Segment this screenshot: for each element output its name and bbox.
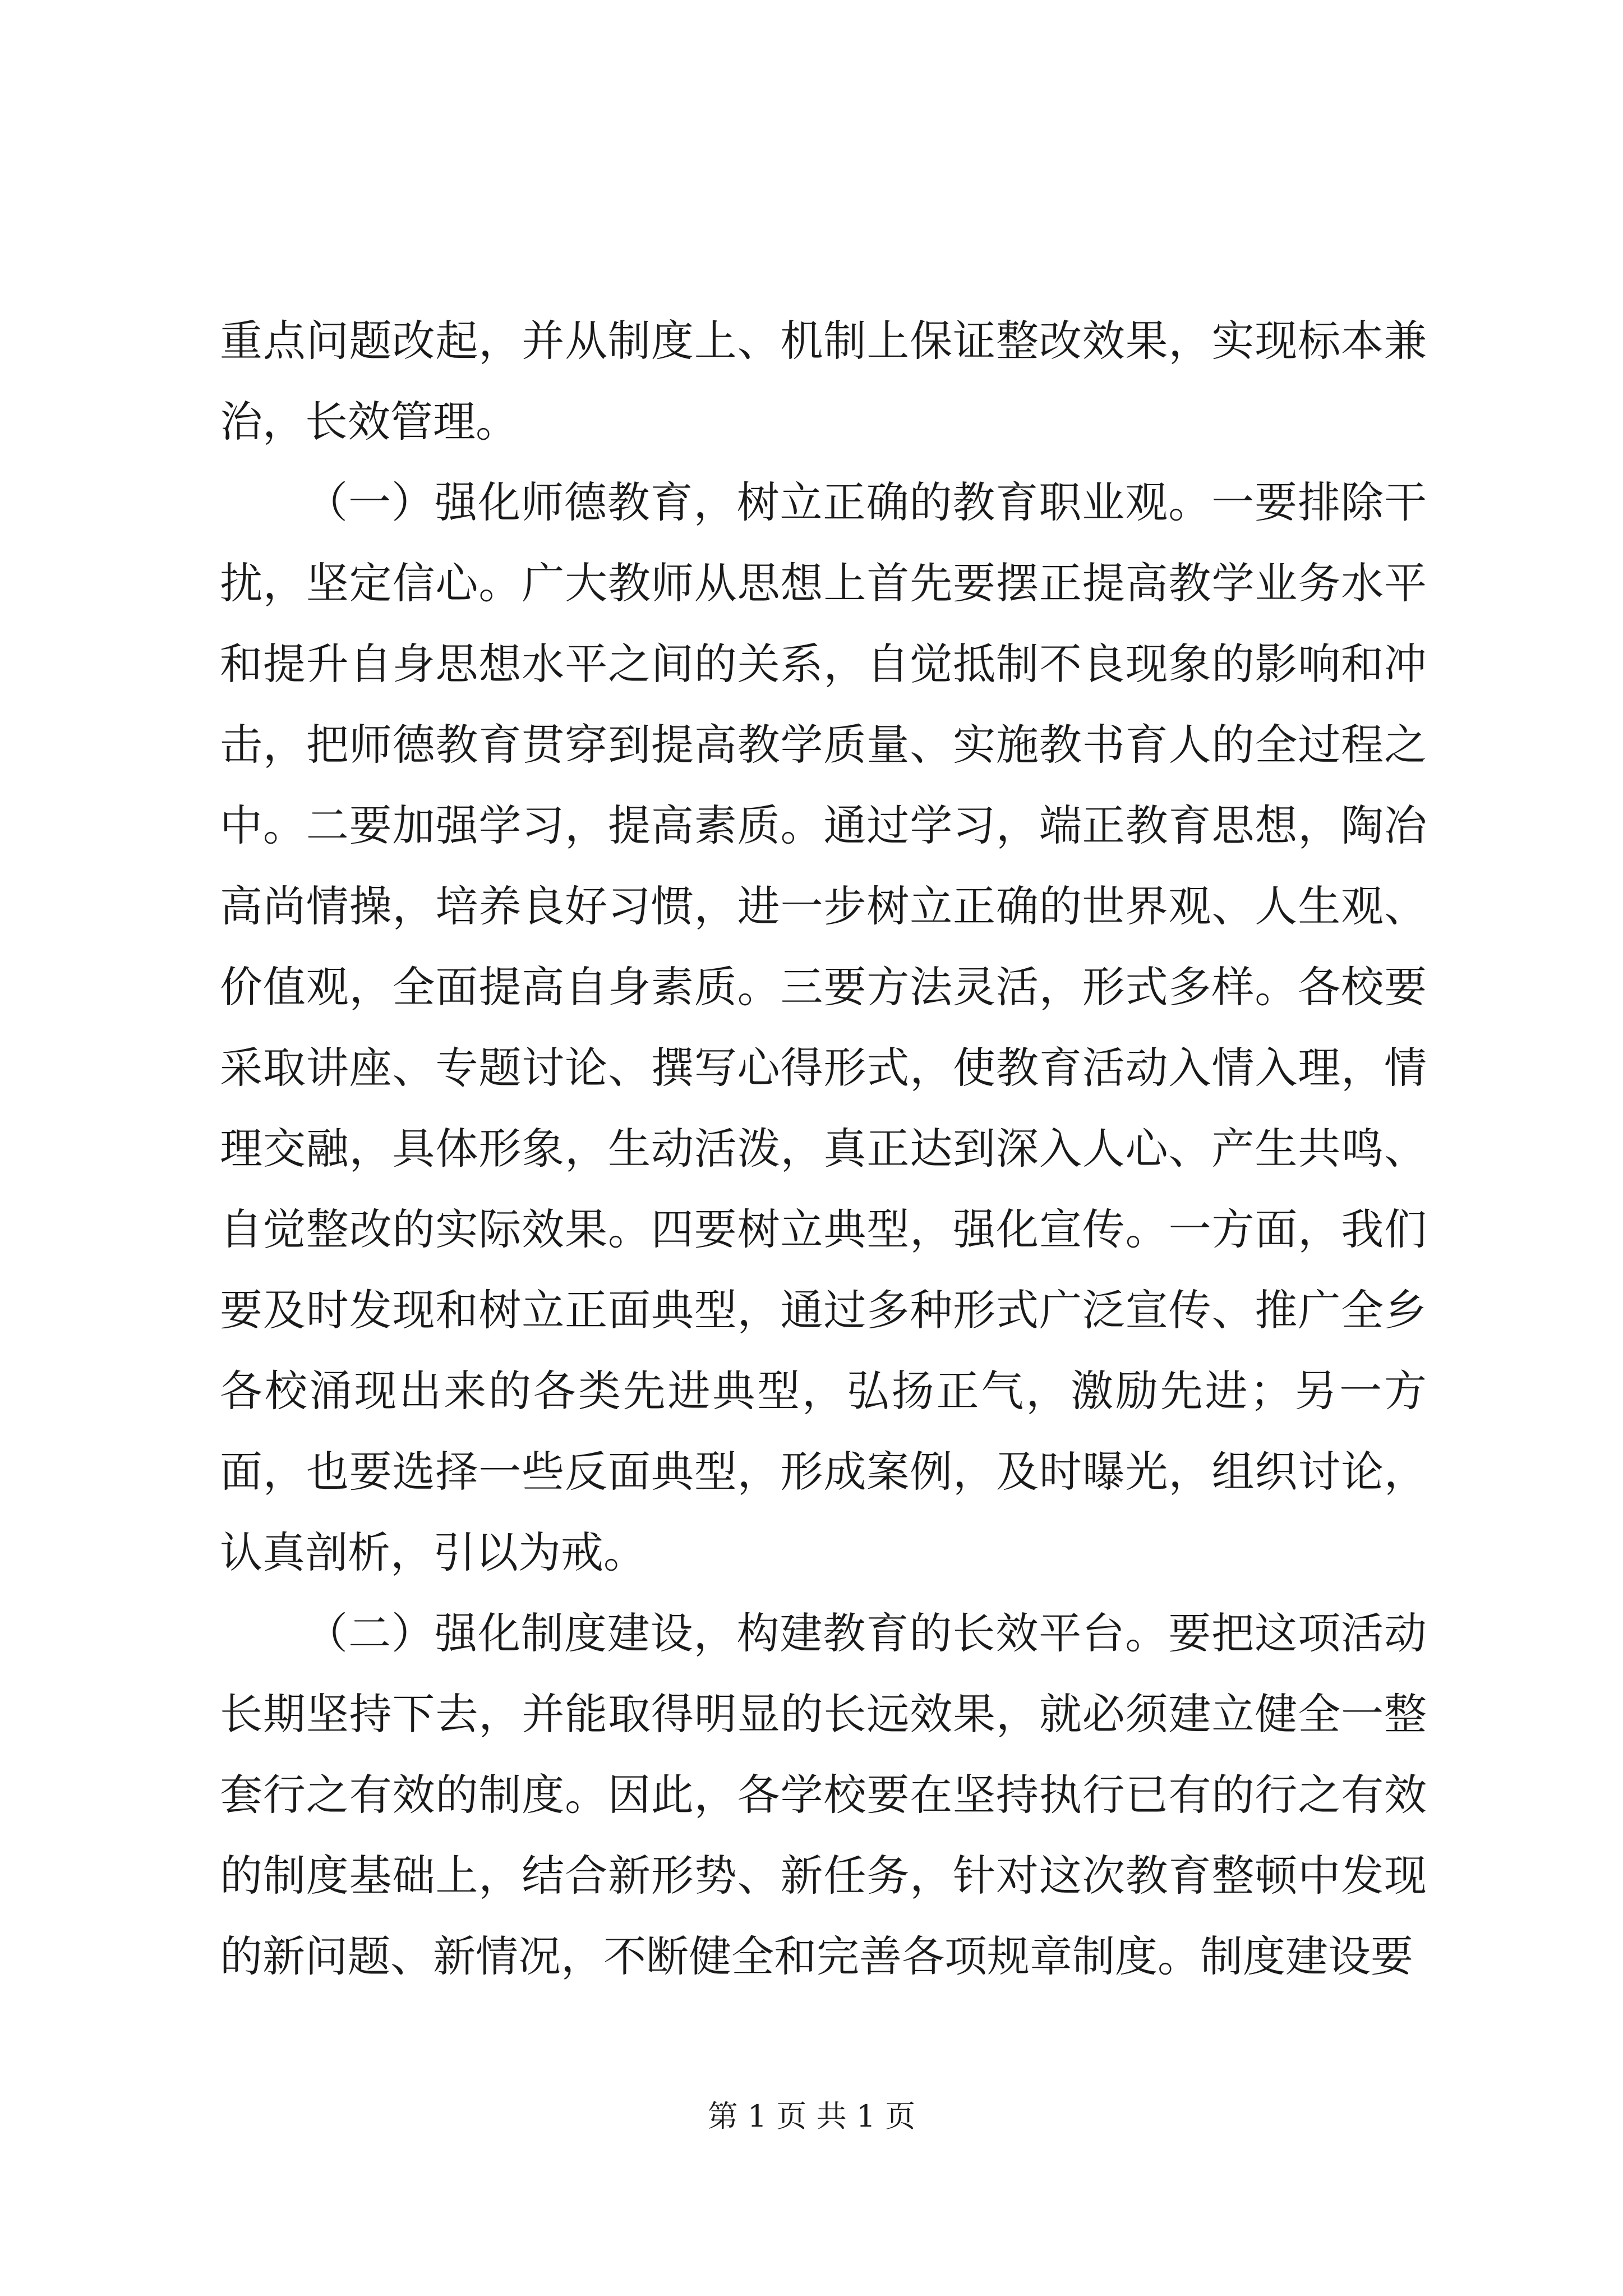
page-footer <box>0 2097 1623 2136</box>
page-number: 第 1 页 共 1 页 <box>707 2099 916 2134</box>
document-body <box>220 301 1427 1997</box>
paragraph-section-one: （一）强化师德教育，树立正确的教育职业观。一要排除干扰，坚定信心。广大教师从思想上首先要摆正提高教学业务水平和提升自身思想水平之间的关系，自觉抵制不良现象的影响和冲击，把师德教育贯穿到提高教学质量、实施教书育人的全过程之中。二要加强学习，提高素质。通过学习，端正教育思想，陶冶高尚情操，培养良好习惯，进一步树立正确的世界观、人生观、价值观，全面提高自身素质。三要方法灵活，形式多样。各校要采取讲座、专题讨论、撰写心得形式，使教育活动入情入理，情理交融，具体形象，生动活泼，真正达到深入人心、产生共鸣、自觉整改的实际效果。四要树立典型，强化宣传。一方面，我们要及时发现和树立正面典型，通过多种形式广泛宣传、推广全乡各校涌现出来的各类先进典型，弘扬正气，激励先进；另一方面，也要选择一些反面典型，形成案例，及时曝光，组织讨论，认真剖析，引以为戒。 <box>220 477 1427 1577</box>
paragraph-section-two: （二）强化制度建设，构建教育的长效平台。要把这项活动长期坚持下去，并能取得明显的长远效果，就必须建立健全一整套行之有效的制度。因此，各学校要在坚持执行已有的行之有效的制度基础上，结合新形势、新任务，针对这次教育整顿中发现的新问题、新情况，不断健全和完善各项规章制度。制度建设要 <box>220 1608 1427 1981</box>
paragraph-continuation: 重点问题改起，并从制度上、机制上保证整改效果，实现标本兼治，长效管理。 <box>220 316 1427 447</box>
